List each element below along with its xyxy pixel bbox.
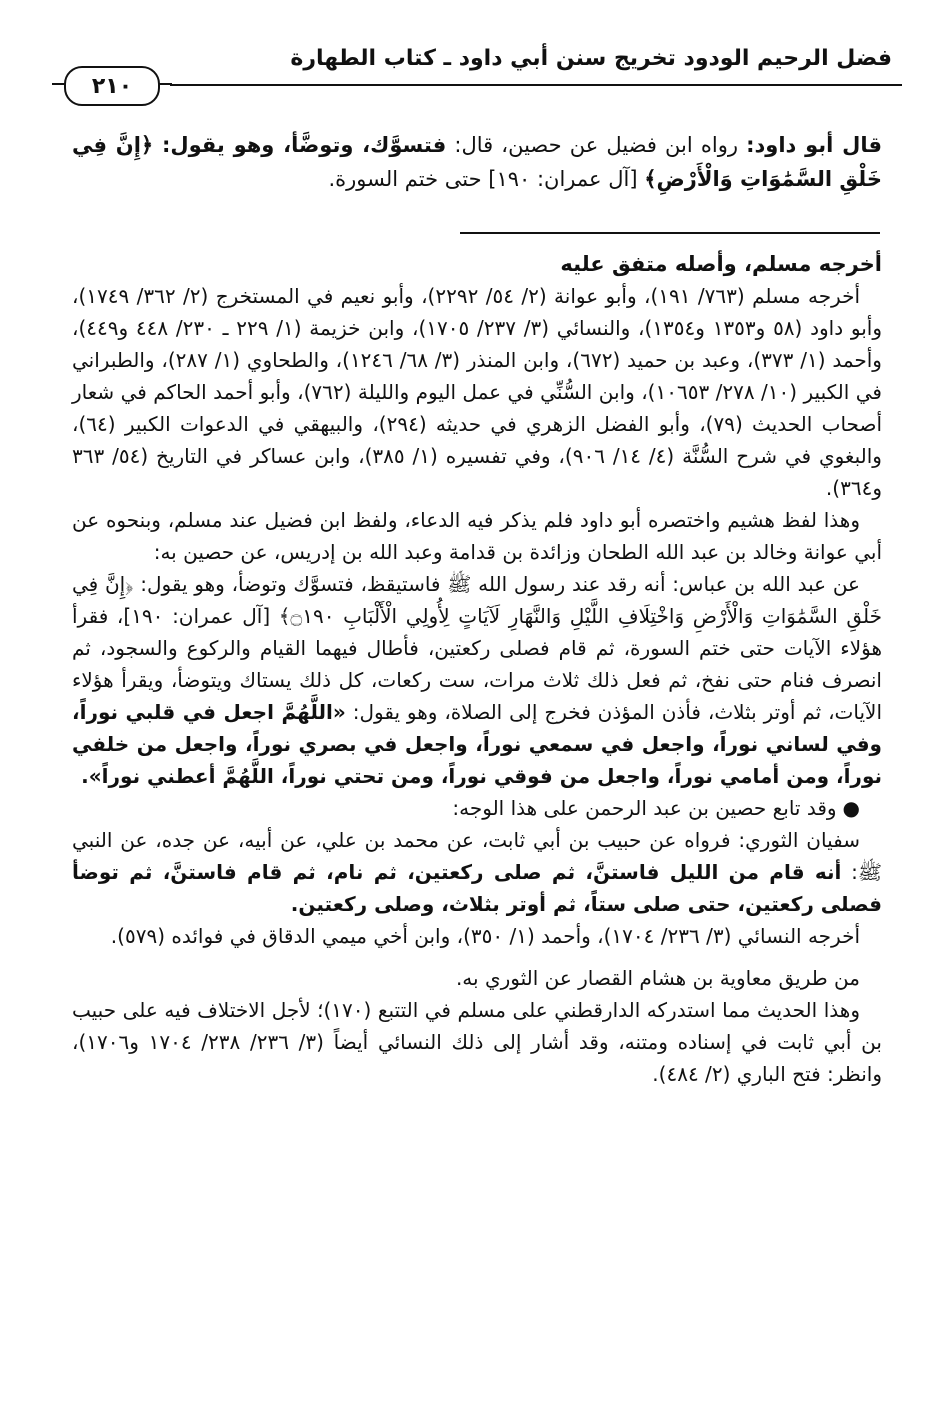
section-heading: أخرجه مسلم، وأصله متفق عليه <box>560 252 882 276</box>
abu-dawud-text-end: [آل عمران: ١٩٠] حتى ختم السورة. <box>328 167 645 191</box>
paragraph-hadith <box>72 568 882 792</box>
abu-dawud-lead: قال أبو داود: <box>746 133 882 157</box>
hadith-dua: «اللَّهُمَّ اجعل في قلبي نوراً، وفي لساني نوراً، واجعل في سمعي نوراً، واجعل في بصري نوراً، واجعل من خلفي نوراً، ومن أمامي نوراً، واجعل من فوقي نوراً، ومن تحتي نوراً، اللَّهُمَّ أعطني نوراً». <box>72 700 882 788</box>
paragraph-muawiya: من طريق معاوية بن هشام القصار عن الثوري به. <box>455 966 860 990</box>
paragraph-wording: وهذا لفظ هشيم واختصره أبو داود فلم يذكر فيه الدعاء، ولفظ ابن فضيل عند مسلم، وبنحوه عن أبي عوانة وخالد بن عبد الله الطحان وزائدة بن قدامة وعبد الله بن إدريس، عن حصين به: <box>72 508 882 564</box>
hadith-text: عن عبد الله بن عباس: أنه رقد عند رسول الله ﷺ فاستيقظ، فتسوَّك وتوضأ، وهو يقول: ﴿إِنَّ فِي خَلْقِ السَّمَٰوَاتِ وَالْأَرْضِ وَاخْتِلَافِ اللَّيْلِ وَالنَّهَارِ لَآيَاتٍ لِأُولِي الْأَلْبَابِ ۝١٩٠﴾ [آل عمران: ١٩٠]، فقرأ هؤلاء الآيات حتى ختم السورة، ثم قام فصلى ركعتين، فأطال فيهما القيام والركوع والسجود، ثم انصرف فنام حتى نفخ، ثم فعل ذلك ثلاث مرات، ست ركعات، كل ذلك يستاك ويتوضأ، ويقرأ هؤلاء الآيات، ثم أوتر بثلاث، فأذن المؤذن فخرج إلى الصلاة، وهو يقول: <box>72 572 883 724</box>
abu-dawud-paragraph <box>72 128 882 196</box>
abu-dawud-text: رواه ابن فضيل عن حصين، قال: <box>446 133 747 157</box>
footnote-divider <box>460 232 880 234</box>
paragraph-mutaba <box>72 792 882 824</box>
paragraph-takhrij: أخرجه مسلم (٧٦٣/ ١٩١)، وأبو عوانة (٢/ ٥٤/ ٢٢٩٢)، وأبو نعيم في المستخرج (٢/ ٣٦٢/ ١٧٤٩)، وأبو داود (٥٨ و١٣٥٣ و١٣٥٤)، والنسائي (٣/ ٢٣٧/ ١٧٠٥)، وابن خزيمة (١/ ٢٢٩ ـ ٢٣٠/ ٤٤٨ و٤٤٩)، وأحمد (١/ ٣٧٣)، وعبد بن حميد (٦٧٢)، وابن المنذر (٣/ ٦٨/ ١٢٤٦)، والطحاوي (١/ ٢٨٧)، والطبراني في الكبير (١٠/ ٢٧٨/ ١٠٦٥٣)، وابن السُّنِّي في عمل اليوم والليلة (٧٦٢)، وأبو أحمد الحاكم في شعار أصحاب الحديث (٧٩)، وأبو الفضل الزهري في حديثه (٢٩٤)، والبيهقي في الدعوات الكبير (٦٤)، والبغوي في شرح السُّنَّة (٤/ ١٤/ ٩٠٦)، وفي تفسيره (١/ ٣٨٥)، وابن عساكر في التاريخ (٥٤/ ٣٦٣ و٣٦٤). <box>72 284 882 500</box>
running-title: فضل الرحيم الودود تخريج سنن أبي داود ـ كتاب الطهارة <box>290 46 892 71</box>
page-number: ٢١٠ <box>64 66 160 106</box>
mutaba-text: وقد تابع حصين بن عبد الرحمن على هذا الوجه: <box>452 796 837 820</box>
commentary-body <box>72 248 882 1090</box>
bullet-marker: ● <box>842 796 860 820</box>
paragraph-nasai: أخرجه النسائي (٣/ ٢٣٦/ ١٧٠٤)، وأحمد (١/ ٣٥٠)، وابن أخي ميمي الدقاق في فوائده (٥٧٩). <box>110 924 860 948</box>
abu-dawud-bold: فتسوَّك، وتوضَّأ، وهو يقول: <box>162 133 447 157</box>
thawri-bold: أنه قام من الليل فاستنَّ، ثم صلى ركعتين، ثم نام، ثم قام فاستنَّ، ثم توضأ فصلى ركعتين، حتى صلى ستاً، ثم أوتر بثلاث، وصلى ركعتين. <box>72 860 882 916</box>
thawri-text: سفيان الثوري: فرواه عن حبيب بن أبي ثابت، عن محمد بن علي، عن أبيه، عن جده، عن النبي ﷺ: <box>72 828 882 884</box>
paragraph-thawri <box>72 824 882 920</box>
page-number-frame <box>50 66 170 102</box>
page-header <box>50 44 902 99</box>
paragraph-daraqutni: وهذا الحديث مما استدركه الدارقطني على مسلم في التتبع (١٧٠)؛ لأجل الاختلاف فيه على حبيب بن أبي ثابت في إسناده ومتنه، وقد أشار إلى ذلك النسائي أيضاً (٣/ ٢٣٦/ ٢٣٨/ ١٧٠٤ و١٧٠٦)، وانظر: فتح الباري (٢/ ٤٨٤). <box>72 998 882 1086</box>
quran-verse: ﴿إِنَّ فِي خَلْقِ السَّمَٰوَاتِ وَالْأَرْضِ﴾ <box>72 133 882 191</box>
abu-dawud-note <box>72 128 882 196</box>
header-rule <box>50 84 902 86</box>
spacer <box>72 952 882 962</box>
